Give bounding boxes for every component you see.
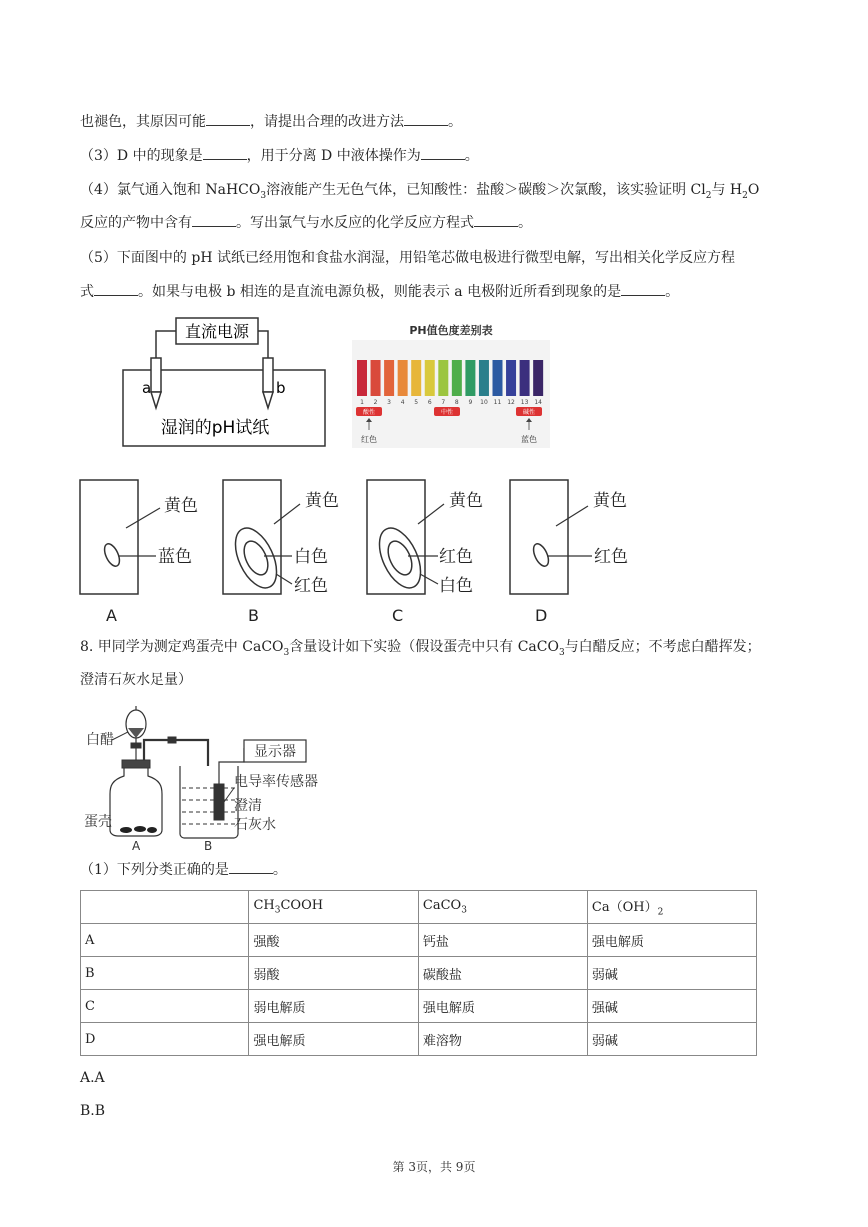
limewater-label-1: 澄清 [234,798,262,814]
ph-swatch [533,360,543,396]
question-8-line-1 [80,637,761,663]
eggshell [147,827,157,833]
ph-number: 6 [427,399,432,406]
label-mid-b: 白色 [294,547,328,567]
text: 溶液能产生无色气体，已知酸性：盐酸＞碳酸＞次氯酸，该实验证明 Cl [266,182,706,198]
label-outer-c: 黄色 [449,491,483,511]
ph-number: 12 [507,399,515,406]
question-8-line-2 [80,670,192,690]
chart-title: PH值色度差别表 [409,324,493,337]
text: 。写出氯气与水反应的化学反应方程式 [236,215,474,231]
ph-swatch [411,360,421,396]
text: ，用于分离 D 中液体操作为 [246,148,421,164]
ph-swatch [398,360,408,396]
ph-swatch [384,360,394,396]
option-figures [78,476,648,626]
text: （3）D 中的现象是 [80,148,203,164]
display-label: 显示器 [254,744,296,760]
table-header-cell: CaCO$_3$ [418,891,587,924]
page-footer: 第 3页，共 9页 [392,1160,476,1174]
subscript: 2 [705,190,712,201]
answer-blank[interactable] [474,214,518,227]
option-b-text[interactable]: B.B [80,1103,106,1119]
answer-blank[interactable] [192,214,236,227]
ph-swatch [357,360,367,396]
table-cell: 难溶物 [418,1023,587,1056]
answer-blank[interactable] [421,147,465,160]
table-cell: 强碱 [587,990,756,1023]
table-cell: 强电解质 [249,1023,418,1056]
ph-number: 11 [493,399,502,406]
table-cell: C [81,990,249,1023]
text: （4）氯气通入饱和 NaHCO [80,182,261,198]
ph-number: 10 [480,399,488,406]
label-mid-c: 红色 [439,547,473,567]
table-cell: 弱碱 [587,957,756,990]
limewater-label-2: 石灰水 [234,817,276,833]
table-cell: D [81,1023,249,1056]
wire-left [156,331,176,358]
electrolysis-diagram [120,316,330,450]
ph-number: 8 [454,399,459,406]
table-cell: 碳酸盐 [418,957,587,990]
answer-blank[interactable] [404,113,448,126]
ph-swatch [506,360,516,396]
text-line-3 [80,180,759,206]
table-cell: 强电解质 [418,990,587,1023]
table-row [81,957,757,990]
text: 反应的产物中含有 [80,215,192,231]
paper-d [510,480,568,594]
table-cell: 弱酸 [249,957,418,990]
electrode-b [263,358,273,392]
text: 也褪色，其原因可能 [80,114,206,130]
text-line-2 [80,146,479,166]
answer-blank[interactable] [206,113,250,126]
eggshell [134,826,146,832]
apparatus-diagram [84,702,334,852]
ph-number: 13 [520,399,529,406]
text: 含量设计如下实验（假设蛋壳中只有 CaCO [289,639,559,655]
label-outer-b: 黄色 [305,491,339,511]
vinegar-label: 白醋 [86,732,114,748]
ph-number: 14 [534,399,542,406]
text: 8. 甲同学为测定鸡蛋壳中 CaCO [80,639,284,655]
table-cell: 强酸 [249,924,418,957]
text: （1）下列分类正确的是 [80,862,229,878]
ph-swatch [452,360,462,396]
option-b-figure [223,480,339,625]
stopcock [131,743,141,748]
subscript: 3 [283,647,290,658]
tube-joint [168,737,176,743]
ph-number: 4 [400,399,405,406]
ph-swatch [493,360,503,396]
label-inner-d: 红色 [594,547,628,567]
subscript: 3 [558,647,565,658]
ph-swatch [520,360,530,396]
text: 。 [665,284,680,300]
answer-blank[interactable] [229,861,273,874]
label-outer-d: 黄色 [593,491,627,511]
table-header-cell: $Ca(OH)_2$ [587,891,756,924]
label-inner-c: 白色 [439,576,473,596]
text: 。 [518,215,532,231]
text-line-5 [80,248,735,268]
table-cell: B [81,957,249,990]
ph-number: 2 [373,399,378,406]
text: 。如果与电极 b 相连的是直流电源负极，则能表示 a 电极附近所看到现象的是 [138,284,622,300]
text: 澄清石灰水足量） [80,672,192,688]
text-line-1 [80,112,462,132]
beaker-b [180,766,238,838]
table-cell: 弱碱 [587,1023,756,1056]
paper-b [223,480,281,594]
subquestion-1 [80,860,287,880]
option-c-figure [367,480,483,625]
text-line-6 [80,282,679,302]
answer-blank[interactable] [94,283,138,296]
option-b-letter: B [248,606,259,625]
ph-swatch [425,360,435,396]
classification-table [80,890,757,1056]
option-d-letter: D [535,606,548,625]
base-label: 碱性 [522,409,536,416]
red-label: 红色 [361,435,377,444]
text: 与白醋反应；不考虑白醋挥发； [564,639,761,655]
paper-a [80,480,138,594]
ph-number: 3 [387,399,392,406]
flask-stopper [122,760,150,768]
text: 。 [448,114,462,130]
table-cell: 弱电解质 [249,990,418,1023]
text: 与 H [711,182,743,198]
option-a-text[interactable]: A.A [80,1070,105,1086]
blue-label: 蓝色 [521,435,537,444]
beaker-b-letter: B [204,839,213,852]
electrode-a-label: a [142,379,152,397]
text-line-4 [80,213,532,233]
ph-number: 9 [468,399,473,406]
ph-number: 5 [414,399,419,406]
table-row [81,990,757,1023]
label-inner-a: 蓝色 [158,547,192,567]
ph-swatch [371,360,381,396]
table-header-cell: $CH_3COOH$ [249,891,418,924]
flask-a [110,764,162,836]
text: 式 [80,284,94,300]
label-inner-b: 红色 [294,576,328,596]
option-d-figure [510,480,628,625]
ph-swatch [465,360,475,396]
paper-c [367,480,425,594]
ph-number: 7 [441,399,446,406]
text: （5）下面图中的 pH 试纸已经用饱和食盐水润湿，用铅笔芯做电极进行微型电解，写出相关化学反应方程 [80,250,735,266]
ph-swatch [438,360,448,396]
table-row [81,1023,757,1056]
text: 。 [272,862,287,878]
table-row [81,924,757,957]
power-label: 直流电源 [184,322,250,341]
ph-number: 1 [360,399,364,406]
option-a-letter: A [106,606,117,625]
answer-blank[interactable] [203,147,247,160]
text: O [747,182,760,198]
text: ，请提出合理的改进方法 [250,114,404,130]
electrode-a [151,358,161,392]
paper-label: 湿润的pH试纸 [160,418,270,438]
sensor-label: 电导率传感器 [234,774,318,790]
table-cell: A [81,924,249,957]
conductivity-sensor [214,784,224,820]
option-c-letter: C [392,606,404,625]
flask-a-letter: A [132,839,141,852]
ph-color-chart [352,318,550,448]
table-header-cell [81,891,249,924]
eggshell-label: 蛋壳 [84,814,112,830]
pointer [112,732,128,740]
eggshell [120,827,132,833]
ph-swatch [479,360,489,396]
table-cell: 钙盐 [418,924,587,957]
subscript: 3 [260,190,267,201]
option-a-figure [80,480,198,625]
text: 。 [464,148,479,164]
subscript: 2 [742,190,748,201]
wire-right [258,331,268,358]
electrode-b-label: b [276,379,286,397]
answer-blank[interactable] [621,283,665,296]
neutral-label: 中性 [440,409,454,416]
acid-label: 酸性 [362,409,376,416]
table-cell: 强电解质 [587,924,756,957]
label-outer-a: 黄色 [164,496,198,516]
table-header-row [81,891,757,924]
